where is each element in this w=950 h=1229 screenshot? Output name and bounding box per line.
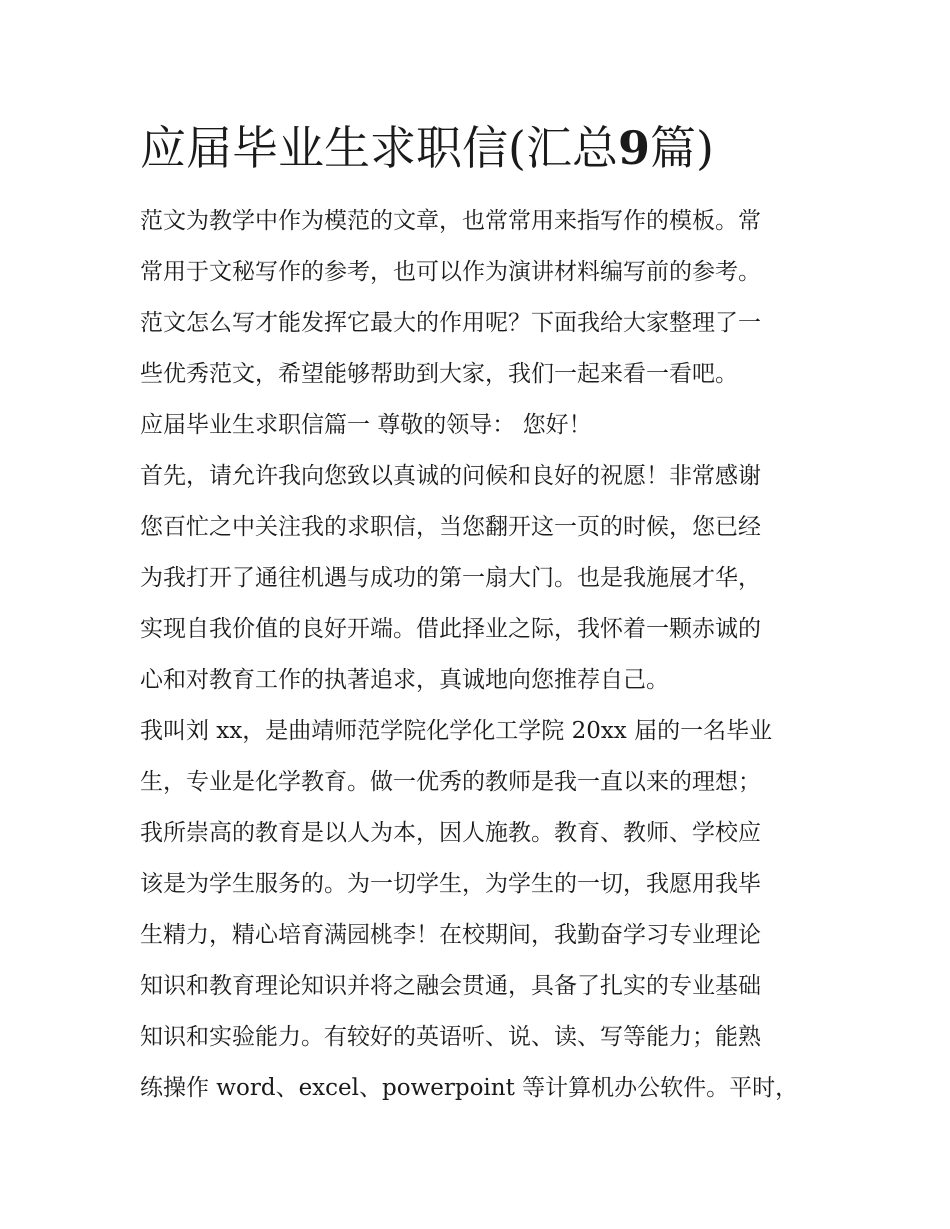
text-line: 首先，请允许我向您致以真诚的问候和良好的祝愿！非常感谢 [140, 463, 761, 489]
text-line: 练操作 word、excel、powerpoint 等计算机办公软件。平时， [140, 1075, 799, 1101]
text-line: 生，专业是化学教育。做一优秀的教师是我一直以来的理想； [140, 769, 761, 795]
text-line: 些优秀范文，希望能够帮助到大家，我们一起来看一看吧。 [140, 361, 738, 387]
text-line: 知识和教育理论知识并将之融会贯通，具备了扎实的专业基础 [140, 973, 761, 999]
section-heading-line: 应届毕业生求职信篇一 尊敬的领导： 您好！ [140, 412, 592, 438]
text-line: 为我打开了通往机遇与成功的第一扇大门。也是我施展才华， [140, 565, 761, 591]
text-line: 知识和实验能力。有较好的英语听、说、读、写等能力；能熟 [140, 1024, 761, 1050]
text-line: 实现自我价值的良好开端。借此择业之际，我怀着一颗赤诚的 [140, 616, 761, 642]
text-line: 范文怎么写才能发挥它最大的作用呢？下面我给大家整理了一 [140, 310, 761, 336]
text-line: 常用于文秘写作的参考，也可以作为演讲材料编写前的参考。 [140, 259, 761, 285]
text-line: 生精力，精心培育满园桃李！在校期间，我勤奋学习专业理论 [140, 922, 761, 948]
title-number: 9 [617, 121, 650, 175]
text-line: 范文为教学中作为模范的文章，也常常用来指写作的模板。常 [140, 208, 761, 234]
text-line: 心和对教育工作的执著追求，真诚地向您推荐自己。 [140, 667, 669, 693]
title-prefix: 应届毕业生求职信(汇总 [140, 121, 618, 175]
text-line: 我叫刘 xx，是曲靖师范学院化学化工学院 20xx 届的一名毕业 [140, 718, 773, 744]
title-suffix: 篇) [649, 121, 714, 175]
text-line: 我所崇高的教育是以人为本，因人施教。教育、教师、学校应 [140, 820, 761, 846]
text-line: 该是为学生服务的。为一切学生，为学生的一切，我愿用我毕 [140, 871, 761, 897]
text-line: 您百忙之中关注我的求职信，当您翻开这一页的时候，您已经 [140, 514, 761, 540]
page-title [140, 112, 714, 184]
body-text [140, 196, 812, 1114]
